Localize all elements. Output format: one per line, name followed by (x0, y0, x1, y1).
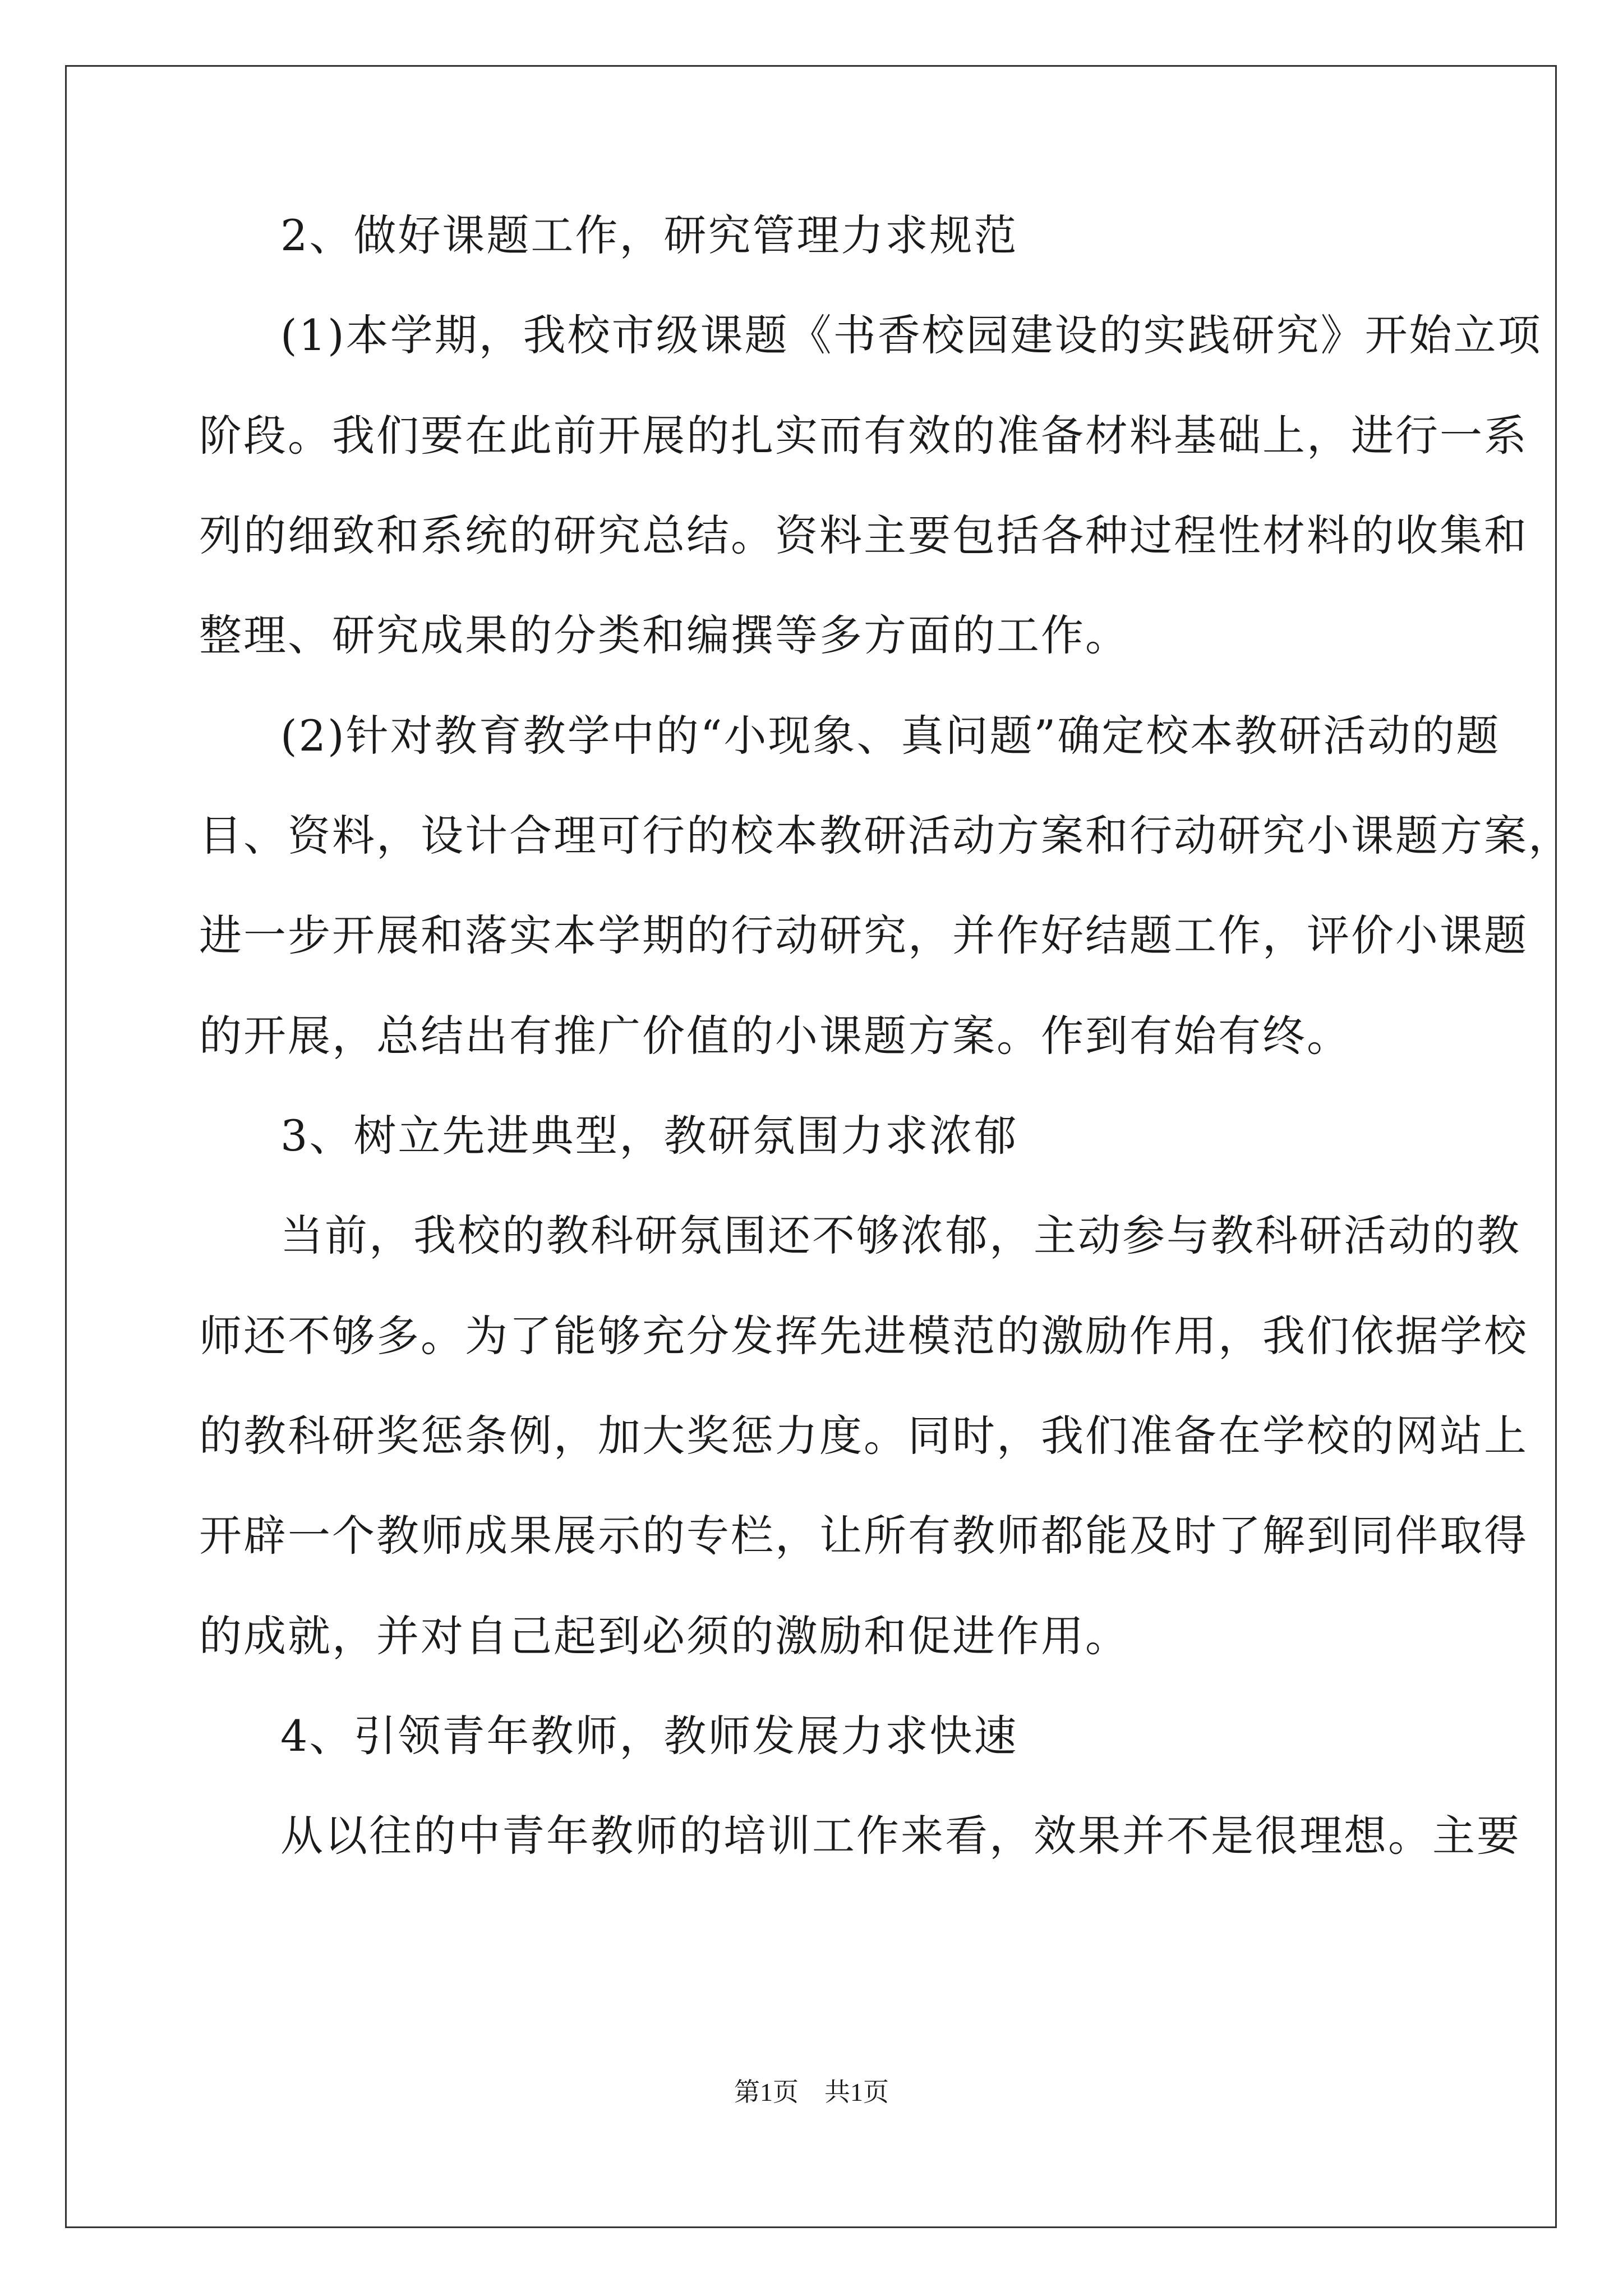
paragraph-line: 进一步开展和落实本学期的行动研究，并作好结题工作，评价小课题 (199, 910, 1528, 960)
heading-3: 3、树立先进典型，教研氛围力求浓郁 (280, 1111, 1018, 1161)
paragraph-line: 从以往的中青年教师的培训工作来看，效果并不是很理想。主要 (280, 1811, 1521, 1861)
paragraph-line: (1)本学期，我校市级课题《书香校园建设的实践研究》开始立项 (280, 310, 1542, 360)
paragraph-line: (2)针对教育教学中的“小现象、真问题”确定校本教研活动的题 (280, 711, 1501, 761)
paragraph-line: 的教科研奖惩条例，加大奖惩力度。同时，我们准备在学校的网站上 (199, 1411, 1528, 1461)
paragraph-line: 师还不够多。为了能够充分发挥先进模范的激励作用，我们依据学校 (199, 1311, 1528, 1361)
heading-4: 4、引领青年教师，教师发展力求快速 (280, 1711, 1018, 1761)
paragraph-line: 列的细致和系统的研究总结。资料主要包括各种过程性材料的收集和 (199, 510, 1528, 560)
paragraph-line: 的成就，并对自己起到必须的激励和促进作用。 (199, 1611, 1129, 1661)
paragraph-line: 开辟一个教师成果展示的专栏，让所有教师都能及时了解到同伴取得 (199, 1511, 1528, 1561)
page-footer: 第1页 共1页 (734, 2078, 889, 2106)
paragraph-line: 阶段。我们要在此前开展的扎实而有效的准备材料基础上，进行一系 (199, 411, 1528, 461)
paragraph-line: 整理、研究成果的分类和编撰等多方面的工作。 (199, 610, 1129, 660)
paragraph-line: 当前，我校的教科研氛围还不够浓郁，主动参与教科研活动的教 (280, 1211, 1521, 1260)
paragraph-line: 目、资料，设计合理可行的校本教研活动方案和行动研究小课题方案， (199, 811, 1573, 861)
heading-2: 2、做好课题工作，研究管理力求规范 (280, 210, 1018, 260)
paragraph-line: 的开展，总结出有推广价值的小课题方案。作到有始有终。 (199, 1011, 1351, 1061)
